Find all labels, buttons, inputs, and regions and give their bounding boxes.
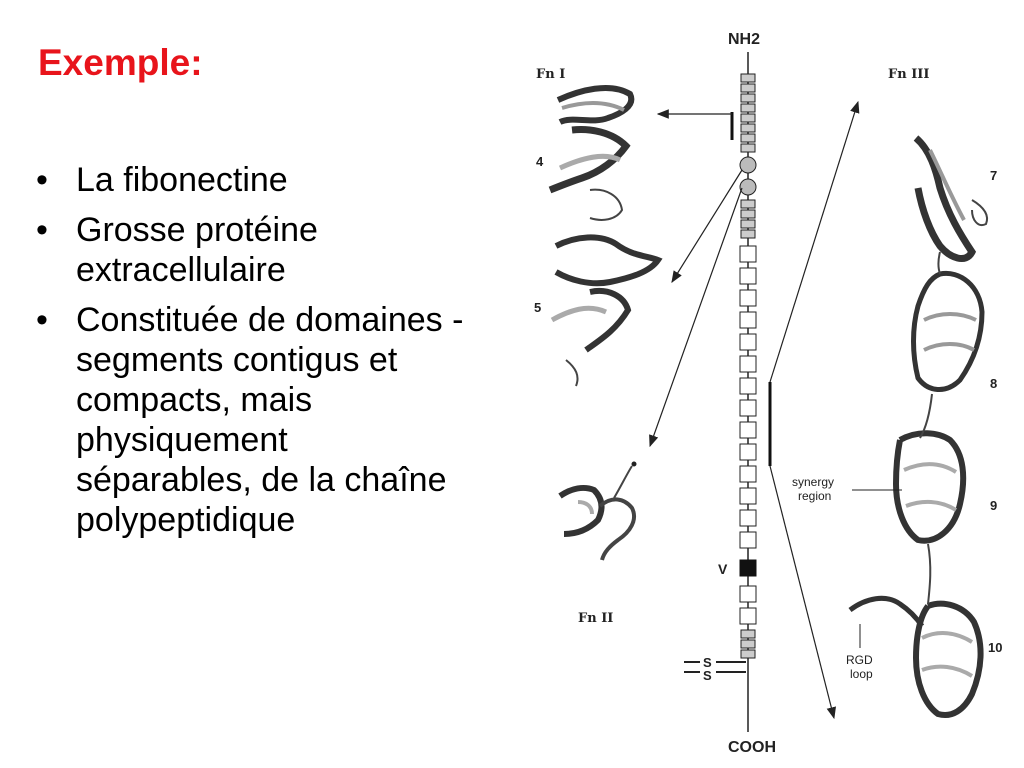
domain-10-label: 10	[988, 640, 1003, 655]
fn1-module	[741, 134, 755, 142]
bullet-item	[30, 210, 470, 290]
fn3-module	[740, 422, 756, 438]
c-terminus-label: COOH	[728, 739, 776, 756]
fn1-module	[741, 220, 755, 228]
domain-5-label: 5	[534, 300, 542, 315]
variable-label: V	[718, 561, 728, 577]
fn1-module	[741, 124, 755, 132]
panel-label-fn3: Fn III	[888, 67, 930, 82]
fn2-ribbon-structure	[560, 462, 637, 561]
fn3-ribbon-structure	[850, 138, 987, 715]
fn3-module	[740, 268, 756, 284]
panel-label-fn1: Fn I	[536, 67, 566, 82]
fn3-module	[740, 488, 756, 504]
variable-module	[740, 560, 756, 576]
bullet-text: Constituée de domaines - segments contigus et compacts, mais physiquement séparables, de la chaîne polypeptidique	[76, 301, 464, 539]
fn3-module	[740, 532, 756, 548]
domain-8-label: 8	[990, 376, 998, 391]
fn3-module	[740, 378, 756, 394]
domain-7-label: 7	[990, 168, 998, 183]
fn1-module	[741, 640, 755, 648]
fn1-module	[741, 114, 755, 122]
fn1-module	[741, 84, 755, 92]
fn3-module	[740, 400, 756, 416]
fn1-module	[741, 630, 755, 638]
fn3-module	[740, 334, 756, 350]
fn3-module	[740, 444, 756, 460]
domain-4-label: 4	[536, 154, 544, 169]
domain-stack	[740, 74, 756, 658]
rgd-label-line1: RGD	[846, 653, 873, 667]
disulfide-s-bottom: S	[703, 668, 712, 683]
slide-title: Exemple:	[38, 42, 203, 83]
n-terminus-label: NH2	[728, 31, 761, 48]
fn3-module	[740, 586, 756, 602]
synergy-label-line1: synergy	[792, 475, 835, 489]
rgd-label-line2: loop	[850, 667, 873, 681]
fn1-module	[741, 144, 755, 152]
fn1-module	[741, 104, 755, 112]
fibronectin-diagram	[520, 20, 1020, 760]
arrow-to-fn2-top	[672, 170, 742, 282]
fn3-module	[740, 290, 756, 306]
domain-9-label: 9	[990, 498, 998, 513]
synergy-label-line2: region	[798, 489, 832, 503]
bullet-item	[30, 160, 470, 200]
fn1-module	[741, 230, 755, 238]
disulfide-bridge	[684, 655, 746, 683]
panel-label-fn2: Fn II	[578, 611, 614, 626]
fn1-module	[741, 74, 755, 82]
fn1-module	[741, 650, 755, 658]
disulfide-s-top: S	[703, 655, 712, 670]
fn1-ribbon-structure	[550, 88, 658, 386]
bullet-marker: •	[36, 211, 48, 249]
arrow-to-fn3-top	[770, 102, 858, 382]
bullet-item	[30, 300, 470, 540]
fn1-module	[741, 200, 755, 208]
bullet-marker: •	[36, 301, 48, 339]
fn3-module	[740, 246, 756, 262]
bullet-marker: •	[36, 161, 48, 199]
bullet-list	[30, 160, 470, 550]
arrow-to-fn3-bottom	[770, 466, 834, 718]
fn1-module	[741, 210, 755, 218]
fn3-module	[740, 312, 756, 328]
fn2-module	[740, 179, 756, 195]
bullet-text: La fibonectine	[76, 161, 288, 199]
fn2-module	[740, 157, 756, 173]
bullet-text: Grosse protéine extracellulaire	[76, 211, 318, 289]
fn3-module	[740, 356, 756, 372]
fn3-module	[740, 510, 756, 526]
fn3-module	[740, 608, 756, 624]
fn1-module	[741, 94, 755, 102]
arrow-to-fn2	[650, 188, 742, 446]
fn3-module	[740, 466, 756, 482]
